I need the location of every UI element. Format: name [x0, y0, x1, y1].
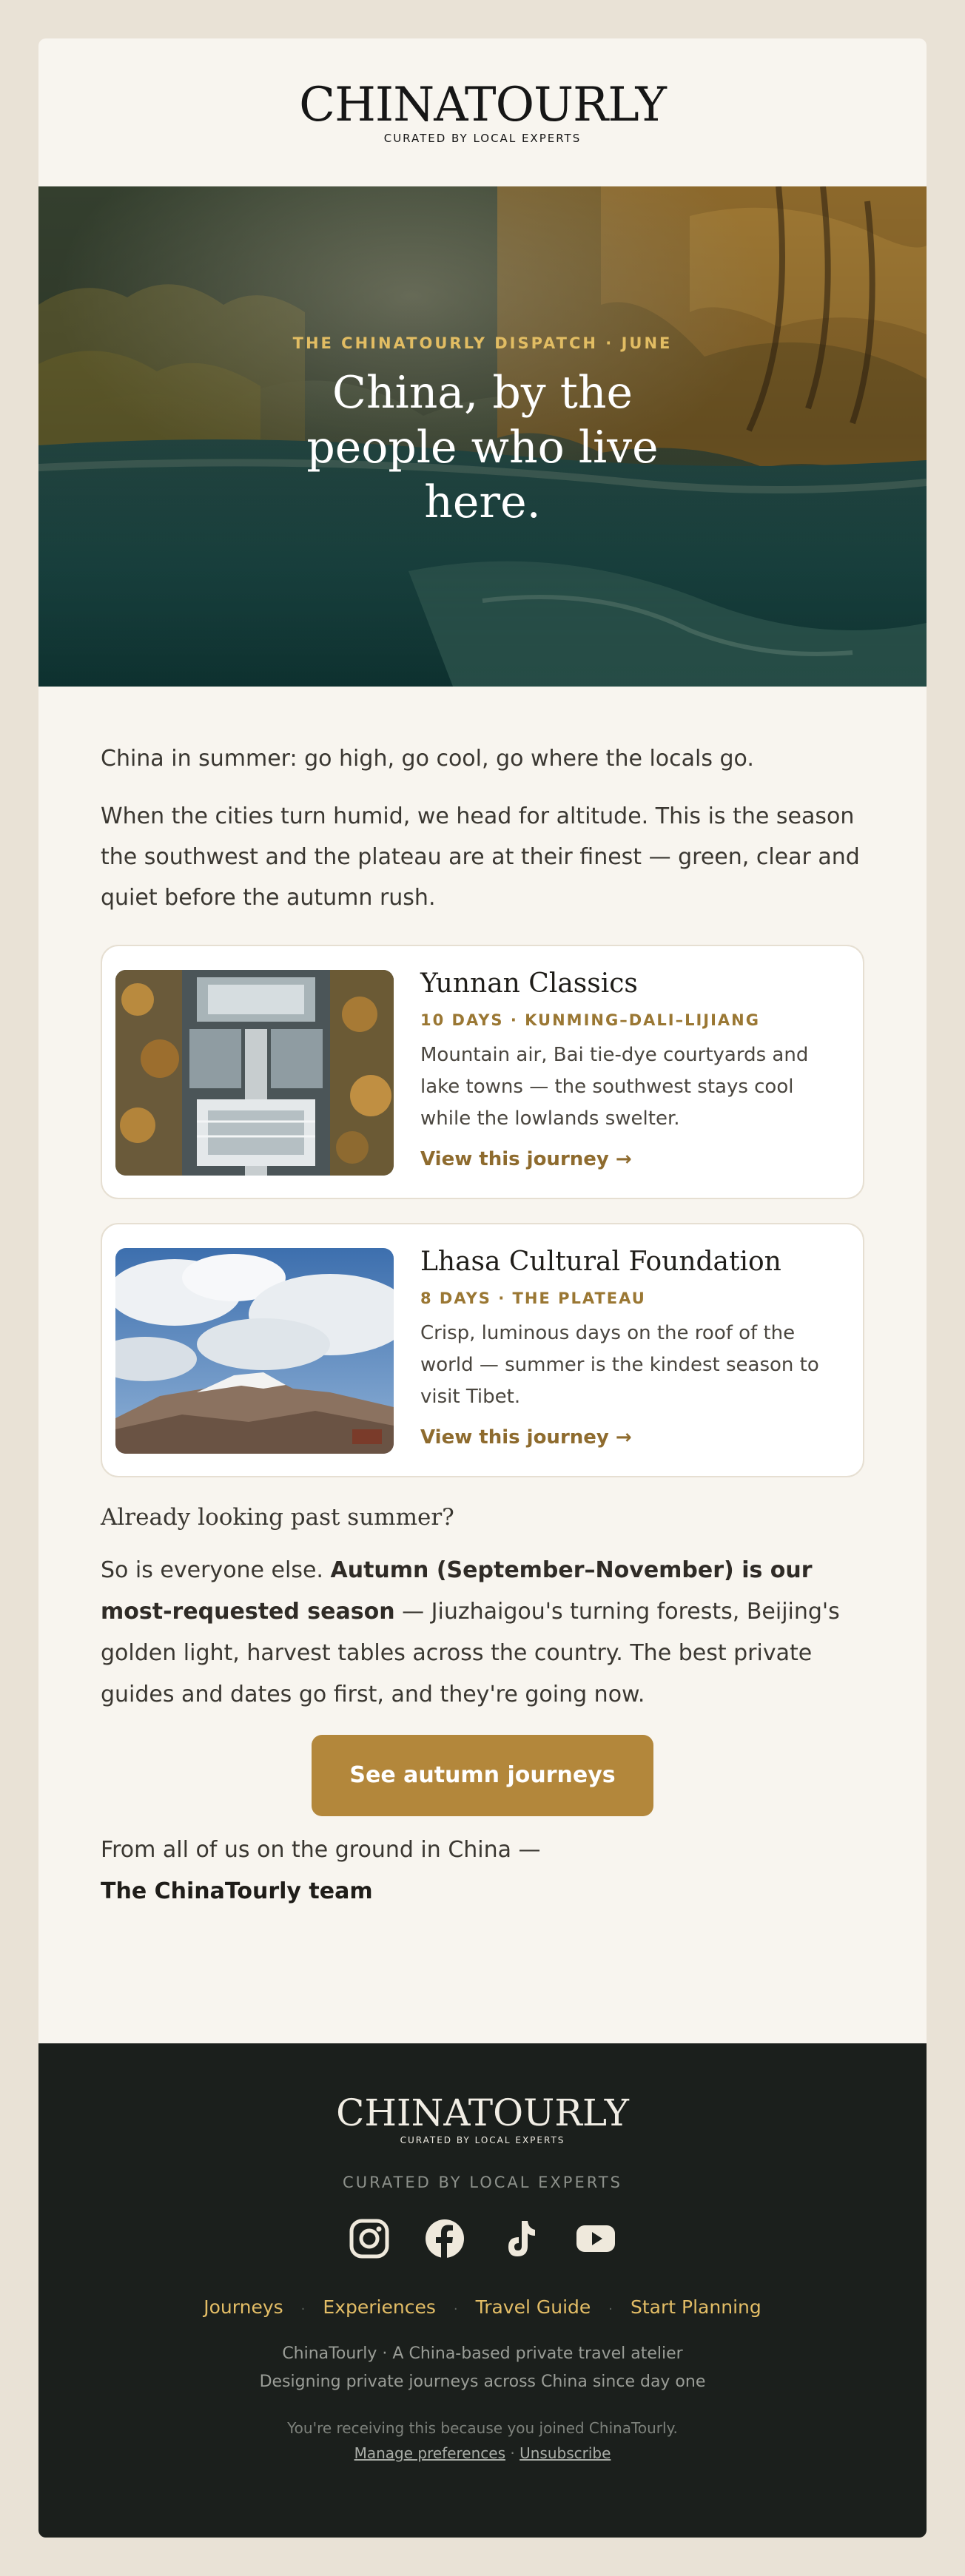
footer-notice — [38, 2415, 927, 2466]
footer-manage-links — [38, 2441, 927, 2466]
signoff-line: From all of us on the ground in China — — [101, 1837, 541, 1863]
signoff-team: The ChinaTourly team — [101, 1878, 373, 1904]
logo-tagline: CURATED BY LOCAL EXPERTS — [383, 132, 582, 145]
logo-wordmark: CHINATOURLY — [299, 78, 666, 132]
instagram-icon[interactable] — [349, 2218, 390, 2259]
see-autumn-journeys-button[interactable]: See autumn journeys — [312, 1735, 653, 1816]
footer-dot-separator: · — [453, 2302, 458, 2317]
email-footer — [38, 2043, 927, 2538]
footer-nav — [38, 2296, 927, 2318]
footer-link-travel-guide[interactable]: Travel Guide — [475, 2296, 591, 2318]
hero-text — [38, 334, 927, 530]
intro-paragraph: When the cities turn humid, we head for altitude. This is the season the southwest and the plateau are at their finest — green, clear and quiet before the autumn rush. — [101, 803, 860, 911]
subscription-notice: You're receiving this because you joined ChinaTourly. — [287, 2419, 678, 2437]
journey-title[interactable]: Lhasa Cultural Foundation — [420, 1247, 781, 1277]
autumn-text-rest: — Jiuzhaigou's turning forests, Beijing's golden light, harvest tables across the country. The best private guides and dates go first, and they're going now. — [101, 1599, 840, 1707]
journey-info — [420, 967, 841, 1170]
footer-logo-wordmark: CHINATOURLY — [336, 2091, 629, 2134]
journey-info — [420, 1245, 841, 1449]
journey-title[interactable]: Yunnan Classics — [420, 968, 638, 999]
view-journey-link[interactable]: View this journey → — [420, 1426, 632, 1449]
footer-address — [38, 2340, 927, 2396]
aerial-courtyard-photo[interactable] — [115, 970, 394, 1176]
footer-link-experiences[interactable]: Experiences — [323, 2296, 436, 2318]
manage-preferences-link[interactable]: Manage preferences — [354, 2444, 506, 2462]
journey-description: Mountain air, Bai tie-dye courtyards and lake towns — the southwest stays cool while the lowlands swelter. — [420, 1044, 809, 1130]
autumn-text-highlight: Autumn (September–November) is our most-requested season — [101, 1557, 813, 1625]
view-journey-link[interactable]: View this journey → — [420, 1148, 632, 1170]
email-card — [38, 38, 927, 2538]
youtube-icon[interactable] — [575, 2218, 616, 2259]
social-links — [38, 2218, 927, 2259]
footer-link-journeys[interactable]: Journeys — [204, 2296, 283, 2318]
footer-logo[interactable] — [38, 2091, 927, 2145]
hero-title: China, by the people who live here. — [306, 367, 659, 528]
snow-mountain-photo[interactable] — [115, 1248, 394, 1454]
footer-link-separator: · — [510, 2444, 515, 2462]
footer-dot-separator: · — [300, 2302, 306, 2317]
unsubscribe-link[interactable]: Unsubscribe — [520, 2444, 611, 2462]
footer-dot-separator: · — [608, 2302, 613, 2317]
hero-eyebrow: THE CHINATOURLY DISPATCH · JUNE — [292, 334, 673, 352]
tiktok-icon[interactable] — [500, 2218, 541, 2259]
journey-description: Crisp, luminous days on the roof of the world — summer is the kindest season to visit Tibet. — [420, 1322, 819, 1408]
footer-address-line: Designing private journeys across China since day one — [259, 2373, 706, 2391]
email-header — [38, 38, 927, 186]
journey-meta: 8 DAYS · THE PLATEAU — [420, 1289, 646, 1307]
footer-address-line: ChinaTourly · A China-based private travel atelier — [282, 2344, 683, 2363]
email-body — [38, 743, 927, 1912]
journey-card-yunnan[interactable] — [101, 945, 864, 1199]
intro-lead: China in summer: go high, go cool, go where the locals go. — [101, 746, 754, 772]
autumn-paragraph — [101, 1550, 864, 1716]
autumn-text-lead: So is everyone else. — [101, 1557, 331, 1583]
footer-tagline: CURATED BY LOCAL EXPERTS — [343, 2174, 622, 2191]
cta-wrapper — [101, 1735, 864, 1816]
footer-logo-tagline: CURATED BY LOCAL EXPERTS — [400, 2135, 565, 2145]
autumn-heading: Already looking past summer? — [101, 1504, 454, 1531]
hero-banner — [38, 186, 927, 687]
footer-link-start-planning[interactable]: Start Planning — [631, 2296, 761, 2318]
signoff — [101, 1830, 864, 1912]
facebook-icon[interactable] — [424, 2218, 465, 2259]
brand-logo[interactable] — [38, 75, 927, 145]
journey-card-lhasa[interactable] — [101, 1223, 864, 1477]
journey-meta: 10 DAYS · KUNMING–DALI–LIJIANG — [420, 1011, 760, 1029]
